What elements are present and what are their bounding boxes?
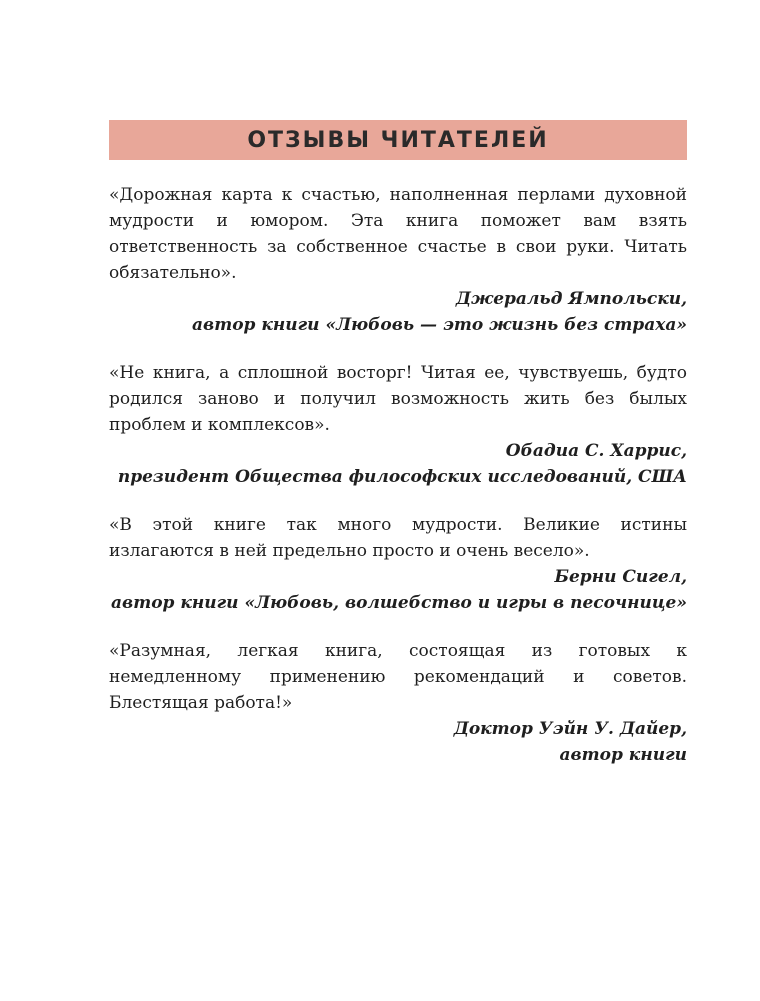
reviews-list <box>109 182 687 790</box>
review-quote: «Разумная, легкая книга, состоящая из готовых к немедленному применению рекомендаций и советов. Блестящая работа!» <box>109 641 687 713</box>
section-header-band <box>109 120 687 160</box>
review-item <box>109 182 687 338</box>
review-author: Джеральд Ямпольски, <box>455 289 687 309</box>
review-author: Доктор Уэйн У. Дайер, <box>453 719 687 739</box>
review-quote: «Дорожная карта к счастью, наполненная перлами духовной мудрости и юмором. Эта книга поможет вам взять ответственность за собственное счастье в свои руки. Читать обязательно». <box>109 185 687 283</box>
review-item <box>109 512 687 616</box>
review-quote: «В этой книге так много мудрости. Великие истины излагаются в ней предельно просто и очень весело». <box>109 515 687 561</box>
review-author-role: автор книги <box>559 745 687 765</box>
review-author: Берни Сигел, <box>554 567 687 587</box>
review-quote: «Не книга, а сплошной восторг! Читая ее, чувствуешь, будто родился заново и получил возможность жить без былых проблем и комплексов». <box>109 363 687 435</box>
review-author-role: автор книги «Любовь, волшебство и игры в песочнице» <box>111 593 687 613</box>
review-author: Обадиа С. Харрис, <box>505 441 687 461</box>
review-author-role: президент Общества философских исследований, США <box>117 467 687 487</box>
review-item <box>109 360 687 490</box>
section-title: ОТЗЫВЫ ЧИТАТЕЛЕЙ <box>247 127 549 153</box>
review-author-role: автор книги «Любовь — это жизнь без страха» <box>192 315 687 335</box>
review-item <box>109 638 687 768</box>
